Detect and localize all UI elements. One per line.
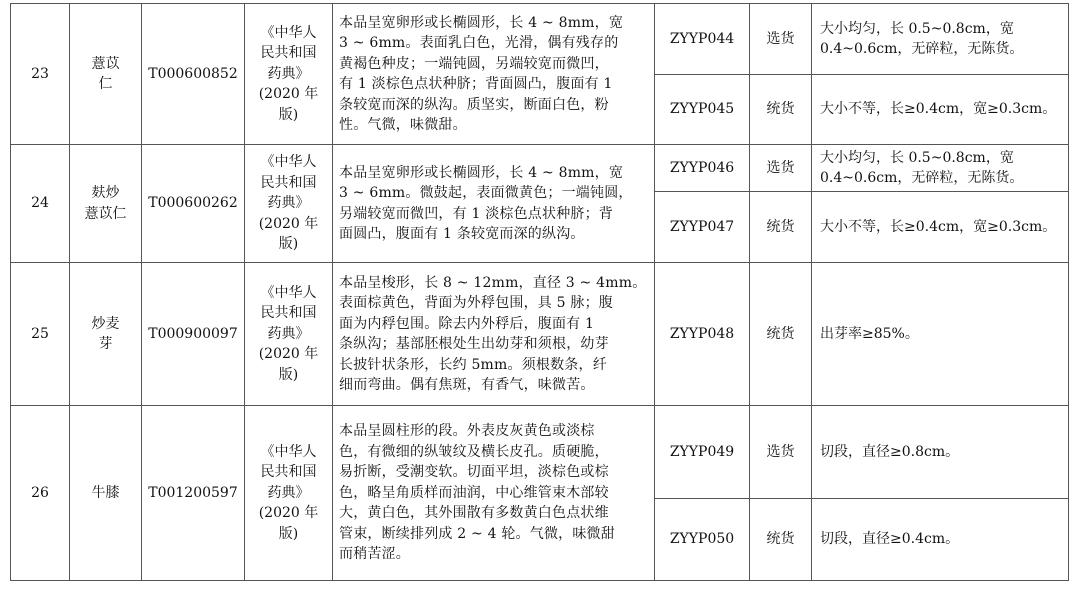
source-line: 药典》	[267, 65, 310, 82]
grade-type: 选货	[750, 406, 812, 499]
source-line: 民共和国	[260, 464, 317, 481]
grade-id: ZYYP045	[655, 75, 750, 145]
description-line: 管束，断续排列成 2 ~ 4 轮。气微，味微甜	[339, 525, 615, 542]
grade-type: 选货	[750, 145, 812, 192]
grade-type: 统货	[750, 192, 812, 263]
description-line: 条纵沟；基部胚根处生出幼芽和须根，幼芽	[339, 336, 609, 352]
source-line: 民共和国	[260, 174, 317, 191]
herb-name	[70, 263, 142, 406]
herb-code: T000600262	[142, 145, 245, 263]
description-line: 本品呈宽卵形或长椭圆形，长 4 ~ 8mm，宽	[339, 164, 624, 181]
grade-spec	[812, 145, 1069, 192]
description	[333, 145, 655, 263]
herb-code: T000900097	[142, 263, 245, 406]
source-line: 《中华人	[260, 24, 317, 41]
grade-type: 选货	[750, 4, 812, 75]
description-line: 性。气微，味微甜。	[339, 117, 467, 133]
grade-spec	[812, 499, 1069, 581]
grade-type: 统货	[750, 263, 812, 406]
herb-name-line: 麸炒	[91, 185, 120, 201]
source-line: 药典》	[267, 195, 310, 212]
herb-name-line: 芽	[98, 336, 113, 352]
herb-name	[70, 145, 142, 263]
herb-name-line: 薏苡	[91, 55, 120, 72]
source-line: 药典》	[267, 325, 310, 342]
grade-id: ZYYP047	[655, 192, 750, 263]
standard-source	[245, 263, 333, 406]
source-line: 《中华人	[260, 284, 317, 301]
description-line: 本品呈宽卵形或长椭圆形，长 4 ~ 8mm，宽	[339, 14, 624, 31]
source-line: 药典》	[267, 484, 310, 501]
herb-name-line: 薏苡仁	[84, 205, 127, 222]
source-line: 《中华人	[260, 154, 317, 171]
table-body	[11, 4, 1069, 581]
herb-name-line: 炒麦	[91, 315, 120, 332]
source-line: 《中华人	[260, 443, 317, 460]
row-number: 24	[11, 145, 70, 263]
row-number: 26	[11, 406, 70, 581]
description-line: 大，黄白色，其外围散有多数黄白色点状维	[339, 505, 609, 522]
source-line: (2020 年	[258, 346, 319, 363]
description-line: 易折断，受潮变软。切面平坦，淡棕色或棕	[339, 464, 609, 481]
description-line: 细而弯曲。偶有焦斑，有香气，味微苦。	[339, 377, 595, 393]
description-line: 面为内稃包围。除去内外稃后，腹面有 1	[339, 315, 595, 332]
herb-name-line: 牛膝	[91, 484, 120, 501]
standard-source	[245, 406, 333, 581]
description-line: 长披针状条形，长约 5mm。须根数条，纤	[339, 356, 607, 373]
source-line: 版)	[278, 106, 299, 123]
description-line: 3 ~ 6mm。表面乳白色，光滑，偶有残存的	[339, 35, 619, 51]
herb-spec-table	[10, 3, 1069, 581]
source-line: (2020 年	[258, 215, 319, 232]
table-row	[11, 145, 1069, 192]
description	[333, 4, 655, 145]
grade-spec	[812, 192, 1069, 263]
table-row	[11, 406, 1069, 499]
description-line: 黄褐色种皮；一端钝圆，另端较宽而微凹，	[339, 55, 609, 72]
herb-name	[70, 406, 142, 581]
spec-line: 0.4~0.6cm，无碎粒，无陈货。	[820, 170, 1024, 186]
standard-source	[245, 145, 333, 263]
spec-line: 切段，直径≥0.4cm。	[820, 531, 960, 548]
row-number: 25	[11, 263, 70, 406]
grade-spec	[812, 4, 1069, 75]
spec-line: 大小均匀，长 0.5~0.8cm，宽	[820, 149, 1014, 166]
grade-type: 统货	[750, 499, 812, 581]
description	[333, 263, 655, 406]
row-number: 23	[11, 4, 70, 145]
herb-name-line: 仁	[98, 76, 113, 92]
grade-spec	[812, 75, 1069, 145]
standard-source	[245, 4, 333, 145]
herb-code: T000600852	[142, 4, 245, 145]
description-line: 有 1 淡棕色点状种脐；背面圆凸，腹面有 1	[339, 76, 613, 92]
description	[333, 406, 655, 581]
grade-id: ZYYP044	[655, 4, 750, 75]
source-line: (2020 年	[258, 505, 319, 522]
grade-id: ZYYP048	[655, 263, 750, 406]
description-line: 而稍苦涩。	[339, 546, 410, 563]
table-row	[11, 263, 1069, 406]
grade-spec	[812, 263, 1069, 406]
description-line: 条较宽而深的纵沟。质坚实，断面白色，粉	[339, 96, 609, 113]
table-row	[11, 4, 1069, 75]
source-line: 民共和国	[260, 305, 317, 322]
grade-id: ZYYP049	[655, 406, 750, 499]
description-line: 色，有微细的纵皱纹及横长皮孔。质硬脆，	[339, 443, 609, 460]
source-line: 版)	[278, 525, 299, 542]
spec-line: 大小均匀，长 0.5~0.8cm，宽	[820, 20, 1014, 37]
description-line: 本品呈梭形，长 8 ~ 12mm，直径 3 ~ 4mm。	[339, 274, 647, 291]
herb-name	[70, 4, 142, 145]
source-line: 版)	[278, 366, 299, 383]
spec-line: 出芽率≥85%。	[820, 325, 919, 342]
description-line: 面圆凸，腹面有 1 条较宽而深的纵沟。	[339, 226, 585, 242]
grade-type: 统货	[750, 75, 812, 145]
description-line: 色，略呈角质样而油润，中心维管束木部较	[339, 484, 609, 501]
spec-line: 切段，直径≥0.8cm。	[820, 443, 960, 460]
grade-spec	[812, 406, 1069, 499]
description-line: 表面棕黄色，背面为外稃包围，具 5 脉；腹	[339, 295, 614, 311]
grade-id: ZYYP046	[655, 145, 750, 192]
source-line: (2020 年	[258, 86, 319, 103]
spec-line: 大小不等，长≥0.4cm，宽≥0.3cm。	[820, 101, 1057, 118]
description-line: 3 ~ 6mm。微鼓起，表面微黄色；一端钝圆，	[339, 185, 633, 201]
source-line: 民共和国	[260, 45, 317, 62]
grade-id: ZYYP050	[655, 499, 750, 581]
description-line: 另端较宽而微凹，有 1 淡棕色点状种脐；背	[339, 205, 614, 222]
spec-line: 大小不等，长≥0.4cm，宽≥0.3cm。	[820, 218, 1057, 235]
herb-code: T001200597	[142, 406, 245, 581]
description-line: 本品呈圆柱形的段。外表皮灰黄色或淡棕	[339, 423, 595, 440]
spec-line: 0.4~0.6cm，无碎粒，无陈货。	[820, 41, 1024, 57]
source-line: 版)	[278, 236, 299, 253]
